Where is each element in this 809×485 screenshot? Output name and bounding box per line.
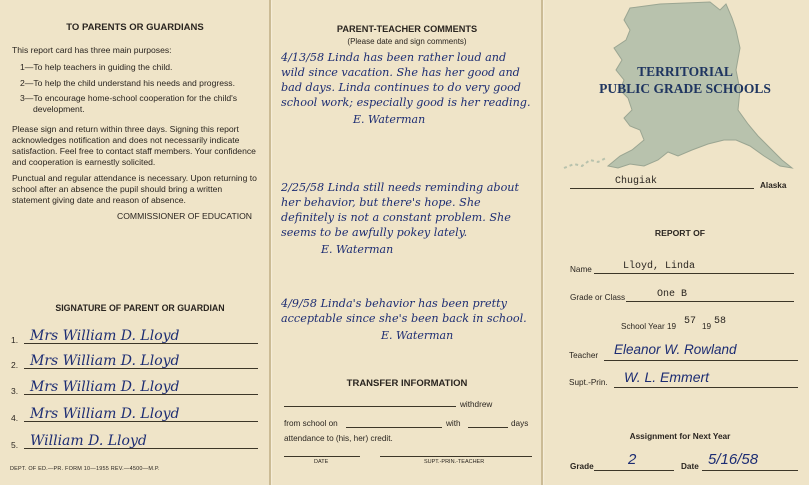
parent-signature: Mrs William D. Lloyd [30,328,180,344]
supt-signature: W. L. Emmert [624,369,710,385]
commissioner-label: COMMISSIONER OF EDUCATION [117,211,252,221]
parent-signature: William D. Lloyd [30,433,147,449]
next-date-line [702,470,798,471]
signature-heading: SIGNATURE OF PARENT OR GUARDIAN [55,303,225,313]
supt-caption: SUPT.-PRIN.-TEACHER [424,459,485,465]
comments-subheading: (Please date and sign comments) [347,37,467,46]
comment-text: 4/13/58 Linda has been rather loud and wild since vacation. She has her good and bad days. Linda continues to do very good school work; especially good is her reading. [281,51,531,109]
teacher-signature: Eleanor W. Rowland [614,342,737,357]
signature-row [8,398,264,426]
signature-number: 5. [11,440,19,450]
name-line [594,273,794,274]
school-system-subtitle: PUBLIC GRADE SCHOOLS [599,81,771,96]
purpose-item: 1—To help teachers in guiding the child. [20,62,173,72]
attendance-credit-label: attendance to (his, her) credit. [284,434,393,443]
fold-line [541,0,543,485]
location-line [570,188,754,189]
signature-number: 3. [11,386,19,396]
return-instructions: Please sign and return within three days. Signing this report acknowledges notification and does not necessarily indicate satisfaction. Feel free to contact staff members. Your confidence and cooperation is earnestly solicited. [12,124,256,167]
territory-label: Alaska [760,181,787,190]
parent-signature: Mrs William D. Lloyd [30,379,180,395]
next-date-label: Date [681,462,699,471]
days-label: days [511,419,529,428]
transfer-date-line [284,456,360,457]
comment-text: 2/25/58 Linda still needs reminding about her behavior, but there's hope. She definitely is not a constant problem. She seems to be awfully pokey lately. [281,181,520,239]
next-date-value: 5/16/58 [708,451,759,468]
location-value: Chugiak [615,176,658,187]
parents-heading: TO PARENTS OR GUARDIANS [66,22,204,33]
name-label: Name [570,265,592,274]
supt-label: Supt.-Prin. [569,378,608,387]
teacher-label: Teacher [569,351,599,360]
signature-number: 2. [11,360,19,370]
transfer-school-line [284,406,456,407]
teacher-comment [281,180,533,257]
assignment-heading: Assignment for Next Year [629,431,731,441]
next-grade-value: 2 [628,451,637,468]
parent-signature: Mrs William D. Lloyd [30,353,180,369]
supt-line [614,387,798,388]
comments-heading: PARENT-TEACHER COMMENTS [336,24,478,34]
fold-line [269,0,271,485]
withdrew-label: withdrew [460,400,493,409]
grade-value: One B [657,289,688,300]
transfer-heading: TRANSFER INFORMATION [346,378,468,389]
comment-signature: E. Waterman [321,243,394,256]
transfer-signature-line [380,456,532,457]
signature-row [8,320,264,348]
attendance-instructions: Punctual and regular attendance is necessary. Upon returning to school after an absence the pupil should bring a written statement giving date and reason of absence. [12,173,257,205]
form-footer: DEPT. OF ED.—PR. FORM 10—1955 REV.—4500—M.P. [10,466,160,472]
teacher-line [604,360,798,361]
days-line [468,427,508,428]
report-of-label: REPORT OF [654,228,706,238]
signature-row [8,371,264,399]
signature-number: 4. [11,413,19,423]
year-start-value: 57 [684,316,697,327]
next-grade-line [594,470,674,471]
intro-text: This report card has three main purposes: [12,45,172,55]
parent-signature: Mrs William D. Lloyd [30,406,180,422]
purpose-item: 3—To encourage home-school cooperation for the child's development. [20,93,238,114]
year-century-label: 19 [702,322,712,331]
with-label: with [446,419,461,428]
from-school-label: from school on [284,419,338,428]
school-system-title: TERRITORIAL [637,64,733,79]
comment-signature: E. Waterman [353,113,426,126]
aleutian-islands [564,158,606,168]
teacher-comment [281,296,533,343]
purposes-list [12,62,258,114]
student-name-value: Lloyd, Linda [623,261,696,272]
signature-row [8,425,264,453]
withdraw-date-line [346,427,442,428]
purpose-item: 2—To help the child understand his needs and progress. [20,77,235,88]
date-caption: DATE [314,459,329,465]
grade-line [626,301,794,302]
comment-text: 4/9/58 Linda's behavior has been pretty acceptable since she's been back in school. [281,297,527,325]
teacher-comment [281,50,533,127]
grade-label: Grade or Class [570,293,626,302]
school-year-label: School Year 19 [621,322,677,331]
next-grade-label: Grade [570,462,594,471]
year-end-value: 58 [714,316,727,327]
signature-row [8,345,264,373]
comment-signature: E. Waterman [381,329,454,342]
signature-number: 1. [11,335,19,345]
